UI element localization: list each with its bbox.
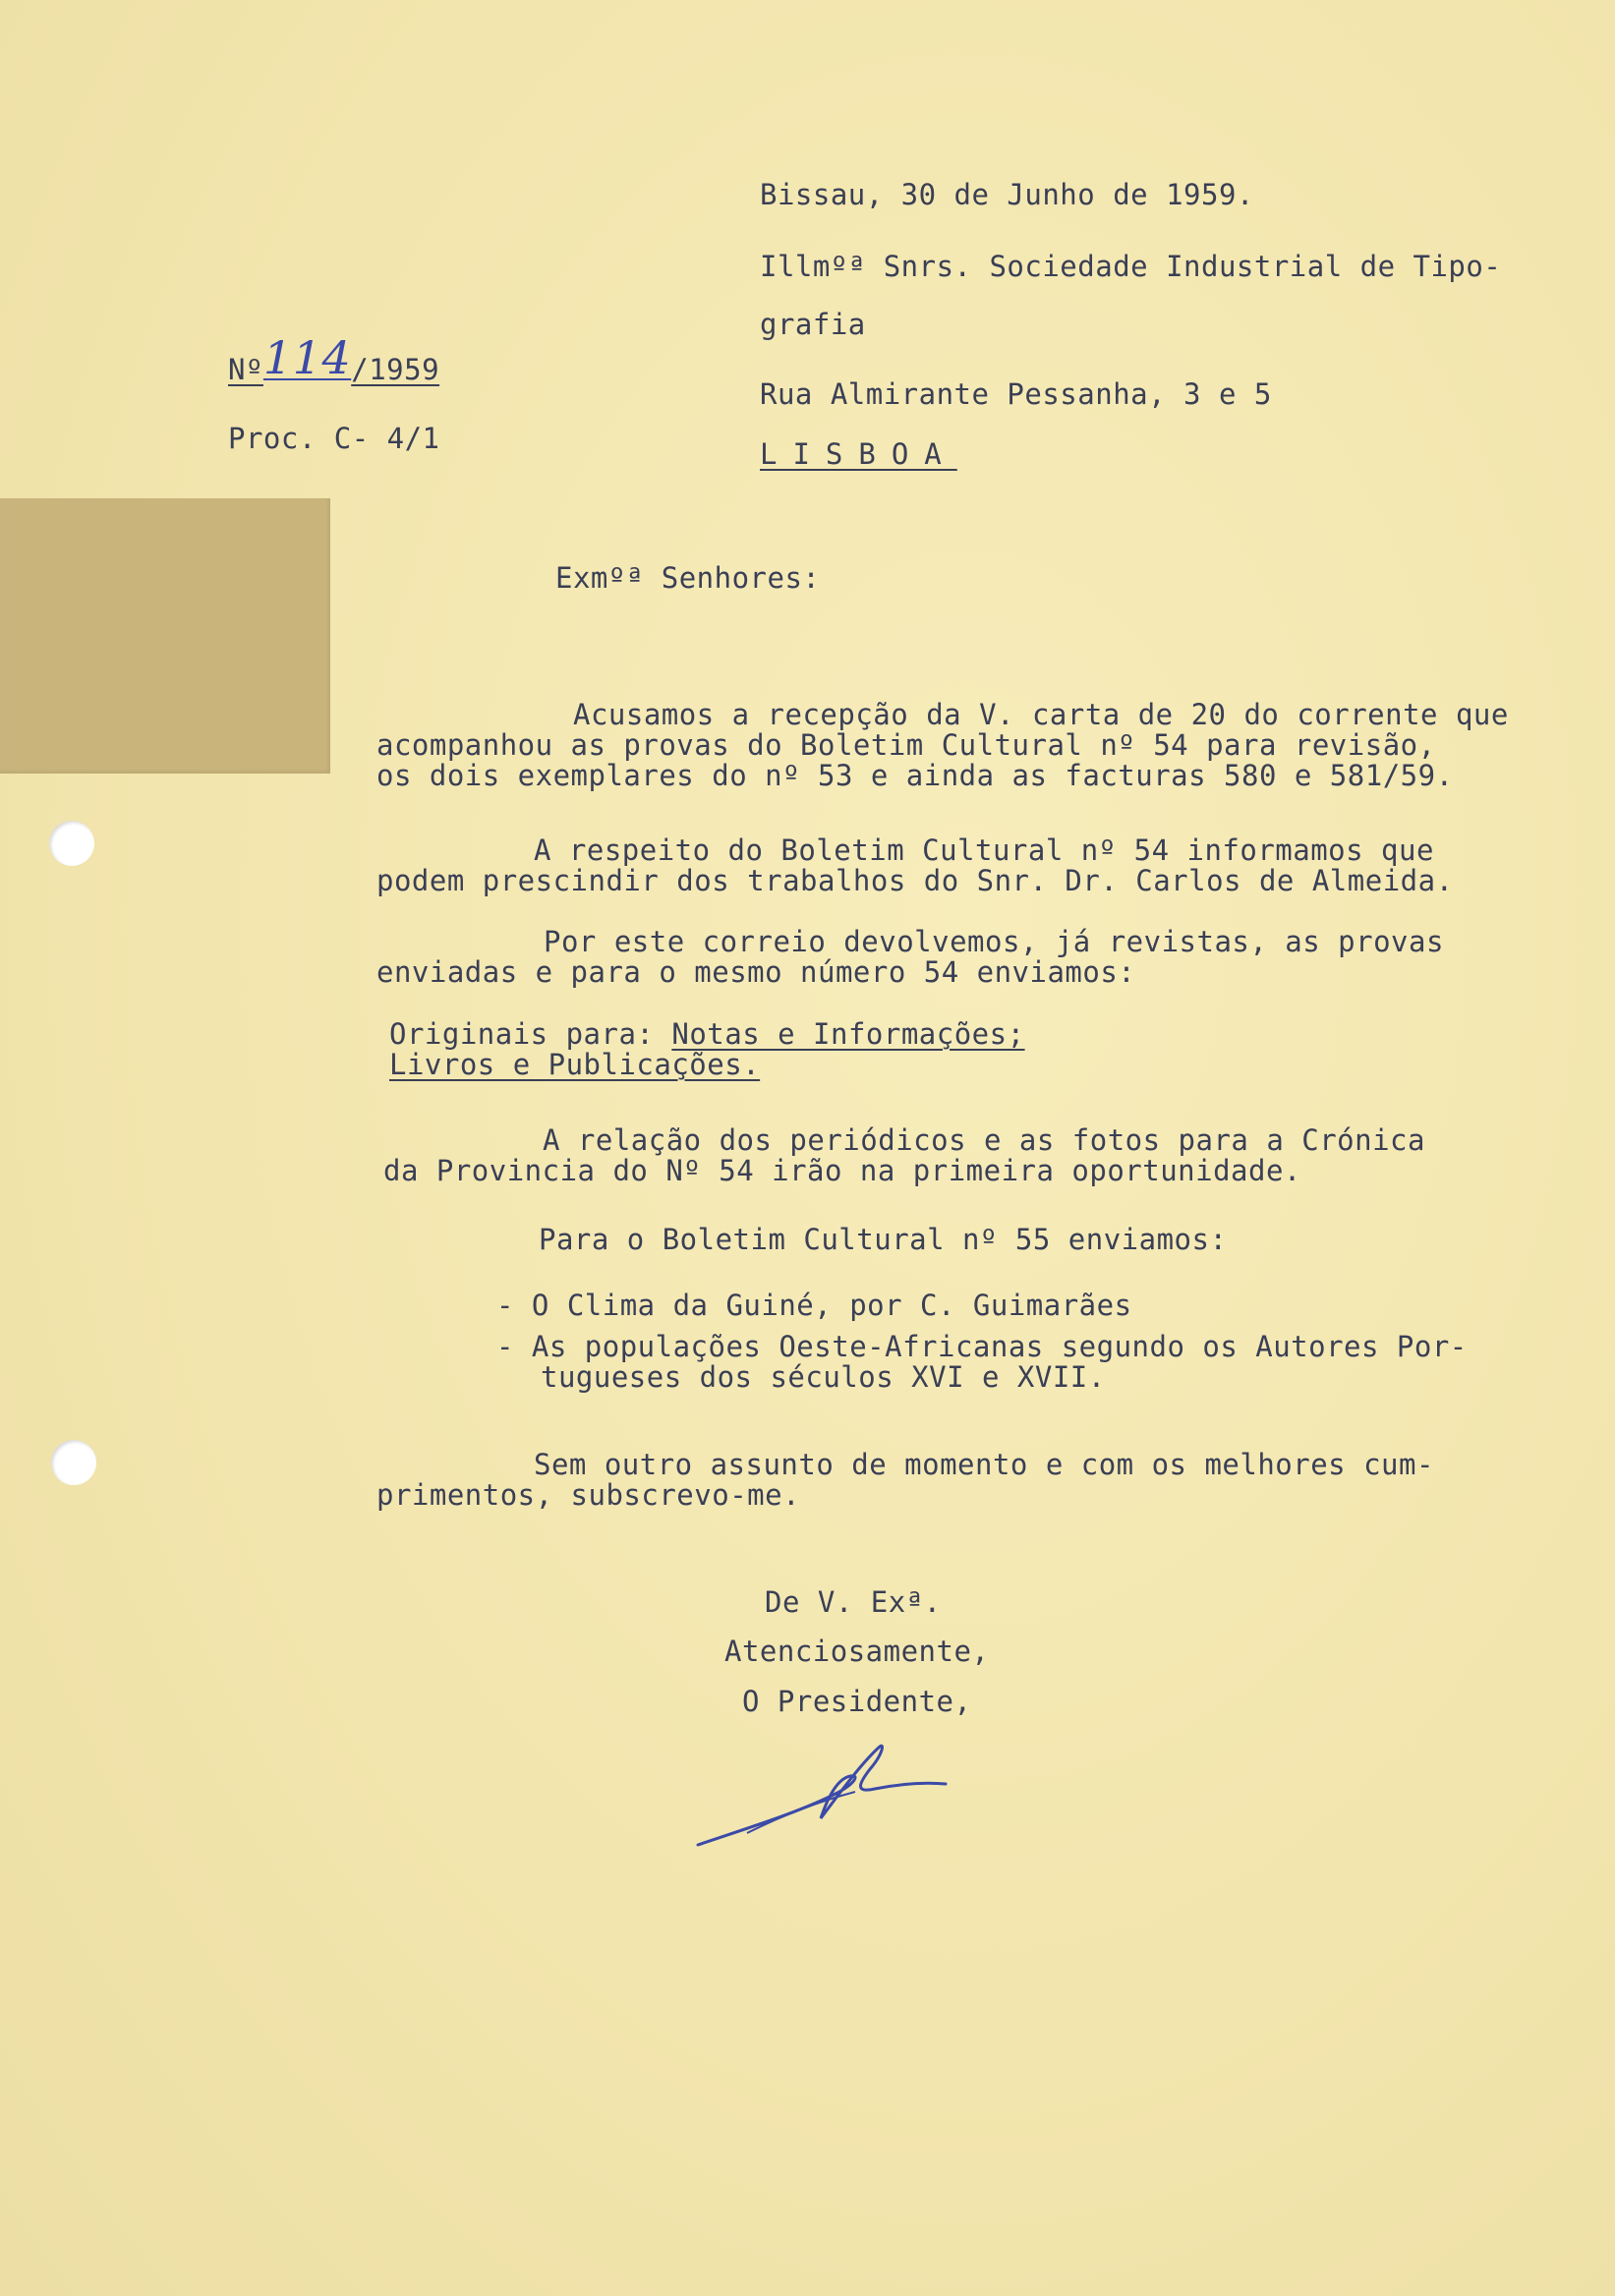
list-item-2 — [496, 1332, 1468, 1393]
closing-line-2: Atenciosamente, — [724, 1635, 990, 1668]
list-item-2-line-2: tugueses dos séculos XVI e XVII. — [541, 1360, 1106, 1394]
addressee-line-1: Illmºª Snrs. Sociedade Industrial de Tipo- — [760, 250, 1502, 283]
paragraph-2-line-2: podem prescindir dos trabalhos do Snr. Dr. Carlos de Almeida. — [376, 864, 1454, 897]
president-signature — [688, 1735, 963, 1853]
closing-line-1: De V. Exª. — [765, 1585, 942, 1619]
paragraph-1 — [376, 700, 1509, 791]
list-item-1: - O Clima da Guiné, por C. Guimarães — [496, 1289, 1132, 1322]
originals-item-1: Notas e Informações; — [671, 1017, 1025, 1051]
punch-hole-top — [49, 821, 94, 866]
addressee-line-2: grafia — [760, 308, 866, 341]
process-reference: Proc. C- 4/1 — [228, 422, 440, 455]
reference-number — [228, 331, 440, 387]
closing-line-3: O Presidente, — [742, 1685, 972, 1718]
paragraph-6 — [376, 1450, 1434, 1511]
paragraph-1-line-3: os dois exemplares do nº 53 e ainda as facturas 580 e 581/59. — [376, 759, 1454, 792]
paragraph-2 — [376, 835, 1454, 896]
paragraph-4-line-2: da Provincia do Nº 54 irão na primeira oportunidade. — [383, 1154, 1301, 1187]
paragraph-1-line-1: Acusamos a recepção da V. carta de 20 do corrente que — [573, 698, 1509, 731]
reference-number-year: /1959 — [351, 353, 440, 386]
paragraph-6-line-2: primentos, subscrevo-me. — [376, 1478, 801, 1512]
paragraph-3 — [376, 927, 1444, 988]
reference-number-prefix: Nº — [228, 353, 263, 386]
salutation: Exmºª Senhores: — [555, 561, 821, 595]
paragraph-1-line-2: acompanhou as provas do Boletim Cultural nº 54 para revisão, — [376, 728, 1436, 762]
paragraph-6-line-1: Sem outro assunto de momento e com os melhores cum- — [534, 1448, 1434, 1481]
attached-paper-strip — [0, 498, 330, 774]
place-date: Bissau, 30 de Junho de 1959. — [760, 178, 1254, 211]
list-item-2-line-1: - As populações Oeste-Africanas segundo os Autores Por- — [496, 1330, 1468, 1363]
reference-number-handwritten: 114 — [262, 331, 352, 384]
paragraph-4 — [383, 1125, 1425, 1186]
city: LISBOA — [760, 437, 957, 471]
originals-item-2: Livros e Publicações. — [389, 1048, 761, 1081]
paragraph-2-line-1: A respeito do Boletim Cultural nº 54 informamos que — [534, 833, 1434, 867]
punch-hole-bottom — [51, 1440, 96, 1485]
paragraph-5: Para o Boletim Cultural nº 55 enviamos: — [539, 1223, 1228, 1256]
street-address: Rua Almirante Pessanha, 3 e 5 — [760, 377, 1272, 411]
originals-label: Originais para: — [389, 1017, 672, 1051]
paragraph-3-line-1: Por este correio devolvemos, já revistas, as provas — [544, 925, 1444, 958]
originals-list — [389, 1019, 1025, 1080]
paragraph-4-line-1: A relação dos periódicos e as fotos para a Crónica — [543, 1123, 1425, 1157]
paragraph-3-line-2: enviadas e para o mesmo número 54 enviamos: — [376, 955, 1136, 989]
